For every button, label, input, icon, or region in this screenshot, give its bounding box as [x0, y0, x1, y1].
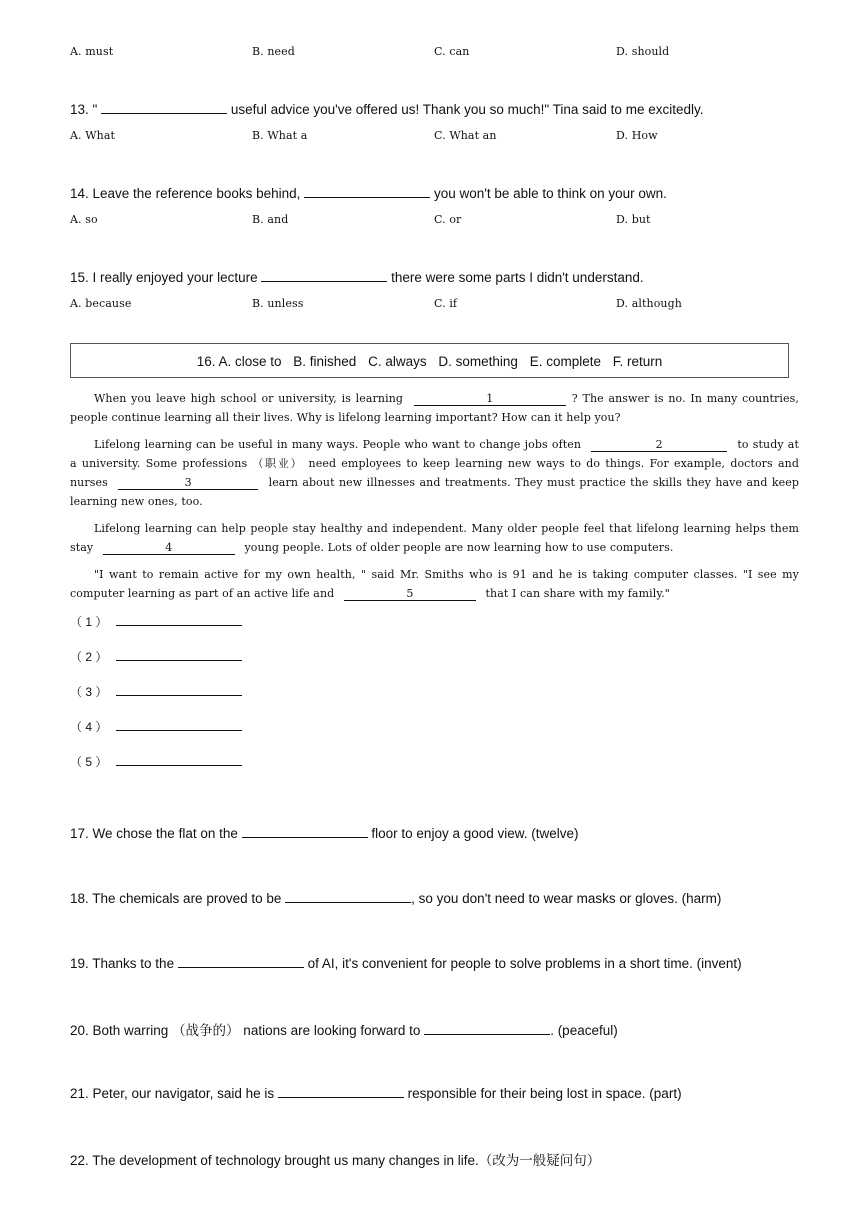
- answer-blank[interactable]: [242, 824, 368, 838]
- passage-text: When you leave high school or university, is learning: [94, 392, 404, 405]
- word-box-item: E. complete: [529, 354, 601, 369]
- passage-blank-4[interactable]: 4: [103, 541, 235, 555]
- passage-text: Lifelong learning can help people stay healthy and independent. Many older people feel that lifelong learning helps them stay: [70, 522, 799, 554]
- option-a: A. What: [70, 129, 116, 142]
- q13-options: [70, 129, 810, 145]
- answer-blank[interactable]: [178, 954, 304, 968]
- question-13: [70, 100, 703, 117]
- option-c: C. What an: [434, 129, 497, 142]
- answer-blank[interactable]: [261, 268, 387, 282]
- passage-text: to study at a university. Some professions （职业） need employees to keep learning new ways to do things. For example, doctors and nurses: [70, 438, 799, 489]
- passage-paragraph-1: [70, 389, 799, 427]
- answer-label: （ 2 ）: [70, 650, 108, 664]
- answer-line[interactable]: [116, 625, 242, 626]
- passage-text: "I want to remain active for my own health, " said Mr. Smiths who is 91 and he is taking computer classes. "I see my computer learning as part of an active life and: [70, 568, 799, 600]
- question-text: useful advice you've offered us! Thank you so much!" Tina said to me excitedly.: [230, 102, 704, 117]
- q15-options: [70, 297, 810, 313]
- word-box-item: C. always: [368, 354, 427, 369]
- answer-line[interactable]: [116, 765, 242, 766]
- answer-line[interactable]: [116, 695, 242, 696]
- answer-row-3: [70, 683, 270, 703]
- question-text: responsible for their being lost in space. (part): [407, 1086, 682, 1101]
- question-17: [70, 824, 579, 841]
- option-b: B. What a: [252, 129, 308, 142]
- option-d: D. should: [616, 45, 670, 58]
- question-text: 14. Leave the reference books behind,: [70, 186, 301, 201]
- word-box: [70, 343, 789, 378]
- word-box-item: B. finished: [293, 354, 357, 369]
- question-text: . (peaceful): [550, 1023, 618, 1038]
- option-b: B. and: [252, 213, 289, 226]
- question-18: [70, 889, 721, 906]
- option-a: A. because: [70, 297, 132, 310]
- answer-row-2: [70, 648, 270, 668]
- option-a: A. so: [70, 213, 98, 226]
- question-text: , so you don't need to wear masks or gloves. (harm): [411, 891, 722, 906]
- question-14: [70, 184, 667, 201]
- passage-text: that I can share with my family.": [485, 587, 670, 600]
- option-c: C. if: [434, 297, 458, 310]
- passage-text: Lifelong learning can be useful in many ways. People who want to change jobs often: [94, 438, 582, 451]
- word-box-item: D. something: [438, 354, 518, 369]
- question-text: 22. The development of technology brought us many changes in life.（改为一般疑问句）: [70, 1153, 601, 1168]
- word-box-item: 16. A. close to: [196, 354, 282, 369]
- question-20: [70, 1019, 618, 1039]
- answer-label: （ 4 ）: [70, 720, 108, 734]
- question-text: 17. We chose the flat on the: [70, 826, 238, 841]
- passage-text: young people. Lots of older people are now learning how to use computers.: [244, 541, 674, 554]
- option-d: D. although: [616, 297, 682, 310]
- question-text: there were some parts I didn't understand.: [391, 270, 644, 285]
- option-b: B. unless: [252, 297, 304, 310]
- question-text: 19. Thanks to the: [70, 956, 175, 971]
- question-text: 21. Peter, our navigator, said he is: [70, 1086, 275, 1101]
- question-19: [70, 954, 742, 971]
- answer-row-4: [70, 718, 270, 738]
- answer-label: （ 5 ）: [70, 755, 108, 769]
- question-15: [70, 268, 644, 285]
- option-d: D. but: [616, 213, 651, 226]
- option-a: A. must: [70, 45, 114, 58]
- q12-options: [70, 45, 810, 61]
- question-21: [70, 1084, 682, 1101]
- question-text: of AI, it's convenient for people to solve problems in a short time. (invent): [307, 956, 742, 971]
- answer-row-5: [70, 753, 270, 773]
- passage-text: ? The answer is no. In many countries, people continue learning all their lives. Why is lifelong learning important? How can it help you?: [70, 392, 799, 424]
- question-22: [70, 1149, 600, 1169]
- answer-row-1: [70, 613, 270, 633]
- passage-paragraph-4: [70, 565, 799, 603]
- word-box-item: F. return: [612, 354, 663, 369]
- option-b: B. need: [252, 45, 295, 58]
- question-text: 20. Both warring （战争的） nations are looking forward to: [70, 1023, 421, 1038]
- passage-blank-3[interactable]: 3: [118, 476, 258, 490]
- question-text: you won't be able to think on your own.: [433, 186, 667, 201]
- answer-blank[interactable]: [101, 100, 227, 114]
- answer-blank[interactable]: [304, 184, 430, 198]
- answer-blank[interactable]: [285, 889, 411, 903]
- option-d: D. How: [616, 129, 658, 142]
- q14-options: [70, 213, 810, 229]
- answer-line[interactable]: [116, 660, 242, 661]
- question-text: 13. ": [70, 102, 98, 117]
- question-text: 15. I really enjoyed your lecture: [70, 270, 258, 285]
- passage-blank-5[interactable]: 5: [344, 587, 476, 601]
- passage-blank-2[interactable]: 2: [591, 438, 727, 452]
- option-c: C. or: [434, 213, 462, 226]
- passage-text: learn about new illnesses and treatments. They must practice the skills they have and keep learning new ones, too.: [70, 476, 799, 508]
- question-text: 18. The chemicals are proved to be: [70, 891, 282, 906]
- question-text: floor to enjoy a good view. (twelve): [371, 826, 579, 841]
- answer-blank[interactable]: [424, 1021, 550, 1035]
- option-c: C. can: [434, 45, 470, 58]
- answer-blank[interactable]: [278, 1084, 404, 1098]
- answer-line[interactable]: [116, 730, 242, 731]
- passage-paragraph-3: [70, 519, 799, 557]
- passage-blank-1[interactable]: 1: [414, 392, 566, 406]
- answer-label: （ 3 ）: [70, 685, 108, 699]
- passage-paragraph-2: [70, 435, 799, 511]
- answer-label: （ 1 ）: [70, 615, 108, 629]
